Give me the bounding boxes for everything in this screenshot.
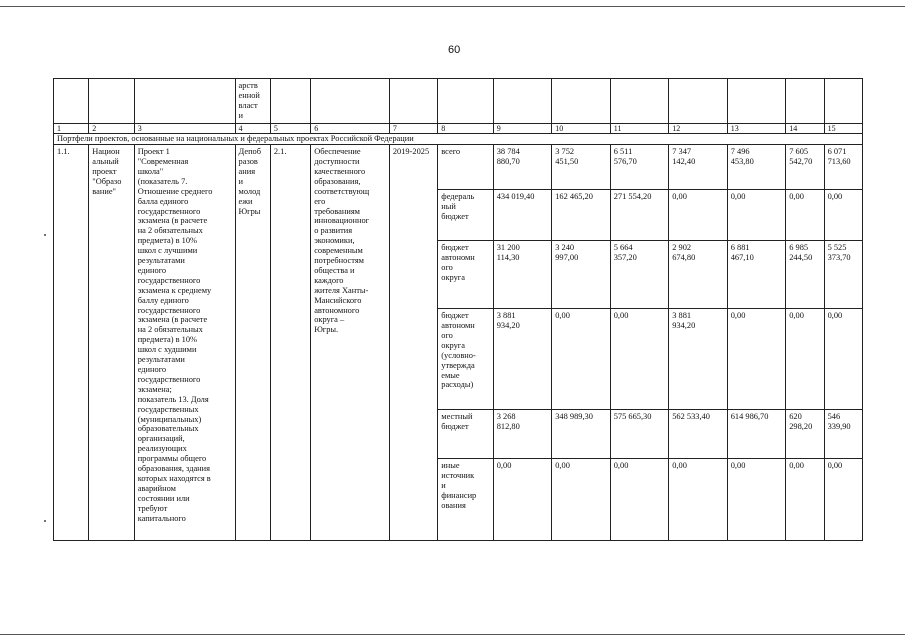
amount-cell: 0,00 bbox=[669, 190, 728, 241]
column-number: 8 bbox=[438, 123, 493, 133]
section-title: Портфели проектов, основанные на национальных и федеральных проектах Российской Федерации bbox=[54, 134, 863, 145]
column-number: 7 bbox=[389, 123, 437, 133]
column-number: 14 bbox=[786, 123, 824, 133]
amount-cell: 614 986,70 bbox=[727, 410, 786, 459]
amount-cell: 7 347 142,40 bbox=[669, 145, 728, 190]
amount-cell: 271 554,20 bbox=[610, 190, 669, 241]
amount-cell: 0,00 bbox=[786, 190, 824, 241]
goal-number: 2.1. bbox=[270, 145, 310, 541]
row-number: 1.1. bbox=[54, 145, 89, 541]
funding-source: иные источник и финансир ования bbox=[438, 459, 493, 541]
amount-cell: 3 240 997,00 bbox=[552, 241, 611, 309]
amount-cell: 2 902 674,80 bbox=[669, 241, 728, 309]
scan-top-edge bbox=[0, 6, 905, 7]
column-number: 4 bbox=[235, 123, 270, 133]
amount-cell: 31 200 114,30 bbox=[493, 241, 552, 309]
amount-cell: 0,00 bbox=[610, 459, 669, 541]
amount-cell: 0,00 bbox=[727, 459, 786, 541]
amount-cell: 348 989,30 bbox=[552, 410, 611, 459]
period: 2019-2025 bbox=[389, 145, 437, 541]
amount-cell: 7 605 542,70 bbox=[786, 145, 824, 190]
funding-source: бюджет автономн ого округа (условно- утвержда емые расходы) bbox=[438, 309, 493, 410]
section-row bbox=[54, 134, 863, 145]
amount-cell: 3 881 934,20 bbox=[669, 309, 728, 410]
amount-cell: 3 881 934,20 bbox=[493, 309, 552, 410]
amount-cell: 0,00 bbox=[669, 459, 728, 541]
scan-speck bbox=[44, 520, 46, 522]
amount-cell: 620 298,20 bbox=[786, 410, 824, 459]
amount-cell: 0,00 bbox=[727, 309, 786, 410]
amount-cell: 6 985 244,50 bbox=[786, 241, 824, 309]
column-number: 15 bbox=[824, 123, 862, 133]
column-number: 6 bbox=[311, 123, 390, 133]
amount-cell: 0,00 bbox=[824, 309, 862, 410]
amount-cell: 6 071 713,60 bbox=[824, 145, 862, 190]
amount-cell: 0,00 bbox=[552, 309, 611, 410]
column-number: 1 bbox=[54, 123, 89, 133]
column-number: 3 bbox=[134, 123, 235, 133]
project-description: Проект 1 "Современная школа" (показатель 7. Отношение среднего балла единого государственного экзамена (в расчете на 2 обязательных предмета) в 10% школ с лучшими результатами единого государственного экзамена к среднему баллу единого государственного экзамена (в расчете на 2 обязательных предмета) в 10% школ с худшими результатами единого государственного экзамена; показатель 13. Доля государственных (муниципальных) образовательных организаций, реализующих программы общего образования, здания которых находятся в аварийном состоянии или требуют капитального bbox=[134, 145, 235, 541]
amount-cell: 3 268 812,80 bbox=[493, 410, 552, 459]
table-row bbox=[54, 145, 863, 190]
amount-cell: 7 496 453,80 bbox=[727, 145, 786, 190]
column-number: 5 bbox=[270, 123, 310, 133]
amount-cell: 38 784 880,70 bbox=[493, 145, 552, 190]
amount-cell: 0,00 bbox=[824, 459, 862, 541]
amount-cell: 162 465,20 bbox=[552, 190, 611, 241]
column-number: 12 bbox=[669, 123, 728, 133]
funding-source: федераль ный бюджет bbox=[438, 190, 493, 241]
amount-cell: 3 752 451,50 bbox=[552, 145, 611, 190]
amount-cell: 0,00 bbox=[824, 190, 862, 241]
amount-cell: 6 511 576,70 bbox=[610, 145, 669, 190]
amount-cell: 5 525 373,70 bbox=[824, 241, 862, 309]
header-executor-fragment: арств енной власт и bbox=[235, 79, 270, 124]
column-number: 9 bbox=[493, 123, 552, 133]
amount-cell: 434 019,40 bbox=[493, 190, 552, 241]
funding-source: бюджет автономн ого округа bbox=[438, 241, 493, 309]
funding-source: всего bbox=[438, 145, 493, 190]
funding-source: местный бюджет bbox=[438, 410, 493, 459]
column-number: 11 bbox=[610, 123, 669, 133]
column-number: 13 bbox=[727, 123, 786, 133]
header-continuation-row bbox=[54, 79, 863, 124]
amount-cell: 0,00 bbox=[552, 459, 611, 541]
page-number: 60 bbox=[448, 44, 461, 56]
amount-cell: 546 339,90 bbox=[824, 410, 862, 459]
scan-speck bbox=[44, 234, 46, 236]
national-project: Национ альный проект "Образо вание" bbox=[89, 145, 134, 541]
amount-cell: 0,00 bbox=[727, 190, 786, 241]
amount-cell: 562 533,40 bbox=[669, 410, 728, 459]
amount-cell: 0,00 bbox=[493, 459, 552, 541]
amount-cell: 5 664 357,20 bbox=[610, 241, 669, 309]
column-number: 10 bbox=[552, 123, 611, 133]
budget-table bbox=[53, 78, 863, 541]
amount-cell: 0,00 bbox=[786, 459, 824, 541]
amount-cell: 0,00 bbox=[610, 309, 669, 410]
scan-bottom-edge bbox=[0, 634, 905, 635]
column-number: 2 bbox=[89, 123, 134, 133]
amount-cell: 0,00 bbox=[786, 309, 824, 410]
amount-cell: 575 665,30 bbox=[610, 410, 669, 459]
executor: Депоб разов ания и молод ежи Югры bbox=[235, 145, 270, 541]
goal-description: Обеспечение доступности качественного образования, соответствующ его требованиям инновационног о развития экономики, современным потребностям общества и каждого жителя Ханты- Мансийского автономного округа – Югры. bbox=[311, 145, 390, 541]
column-number-row bbox=[54, 123, 863, 133]
amount-cell: 6 881 467,10 bbox=[727, 241, 786, 309]
